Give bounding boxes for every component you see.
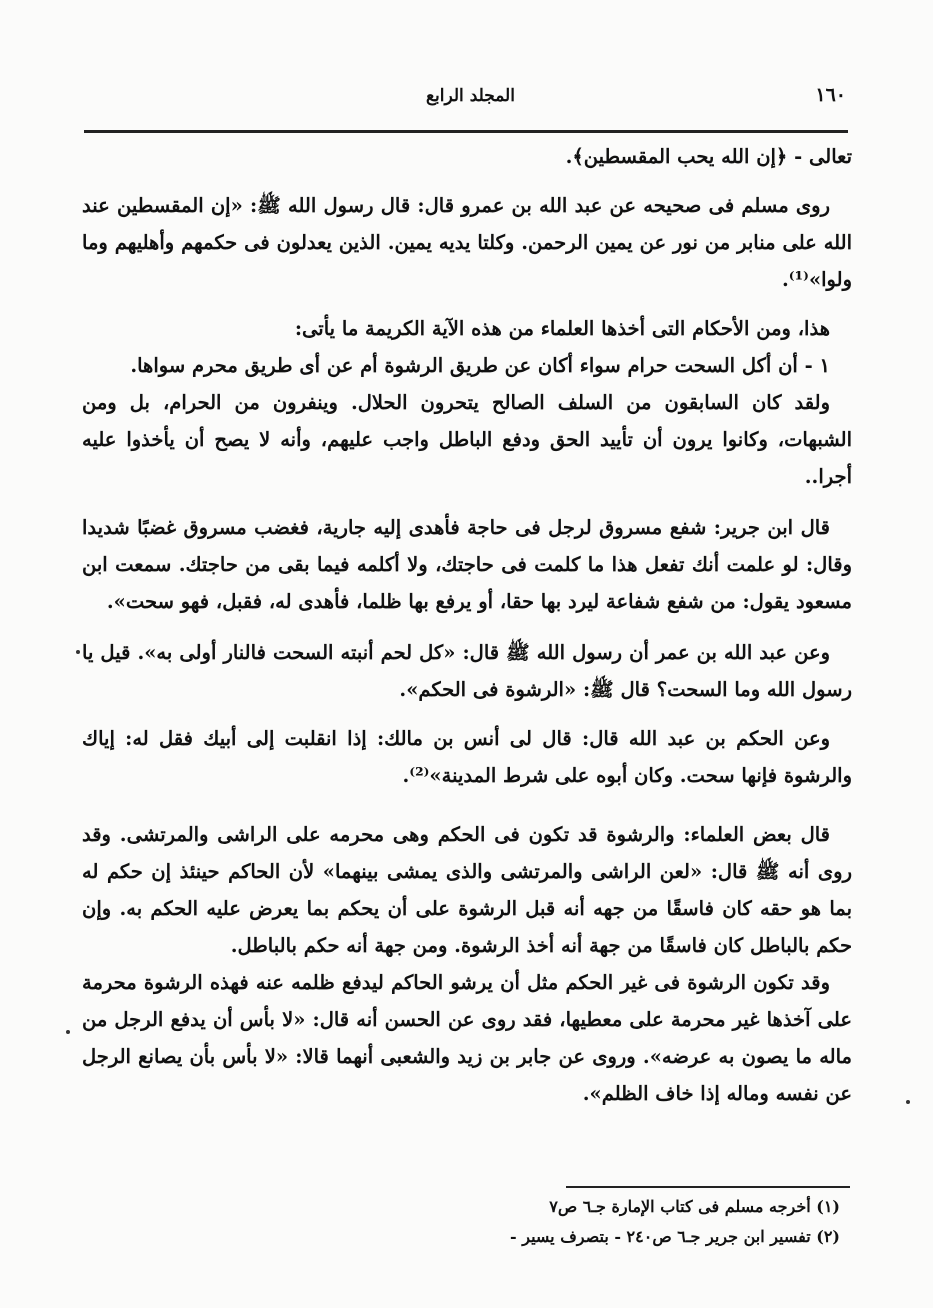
paragraph: وعن عبد الله بن عمر أن رسول الله ﷺ قال: «كل لحم أنبته السحت فالنار أولى به». قيل يا رسول الله وما السحت؟ قال ﷺ: «الرشوة فى الحكم».: [82, 641, 852, 701]
paragraph: ١ - أن أكل السحت حرام سواء أكان عن طريق الرشوة أم عن أى طريق محرم سواها.: [130, 354, 830, 377]
footnote: (١) أخرجه مسلم فى كتاب الإمارة جـ٦ ص٧: [549, 1197, 840, 1216]
paragraph: روى مسلم فى صحيحه عن عبد الله بن عمرو قال: قال رسول الله ﷺ: «إن المقسطين عند الله على منابر من نور عن يمين الرحمن. وكلتا يديه يمين. الذين يعدلون فى حكمهم وأهليهم وما ولوا»⁽¹⁾.: [82, 194, 852, 291]
paragraph: وعن الحكم بن عبد الله قال: قال لى أنس بن مالك: إذا انقلبت إلى أبيك فقل له: إياك والرشوة فإنها سحت. وكان أبوه على شرط المدينة»⁽²⁾.: [82, 727, 852, 787]
paragraph: ولقد كان السابقون من السلف الصالح يتحرون الحلال. وينفرون من الحرام، بل ومن الشبهات، وكانوا يرون أن تأييد الحق ودفع الباطل واجب عليهم، وأنه لا يصح أن يأخذوا عليه أجرا..: [82, 391, 852, 488]
body-text: [82, 138, 852, 1112]
paragraph: قال بعض العلماء: والرشوة قد تكون فى الحكم وهى محرمه على الراشى والمرتشى. وقد روى أنه ﷺ قال: «لعن الراشى والمرتشى والذى يمشى بينهما» لأن الحاكم حينئذ إن حكم له بما هو حقه كان فاسقًا من جهه أنه قبل الرشوة على أن يحكم بما يعرض عليه الحكم به. وإن حكم بالباطل كان فاسقًا من جهة أنه أخذ الرشوة. ومن جهة أنه حكم بالباطل.: [82, 823, 852, 957]
scan-speck: [66, 1030, 70, 1034]
scan-speck: [76, 650, 80, 654]
paragraph: هذا، ومن الأحكام التى أخذها العلماء من هذه الآية الكريمة ما يأتى:: [294, 317, 830, 340]
paragraph: وقد تكون الرشوة فى غير الحكم مثل أن يرشو الحاكم ليدفع ظلمه عنه فهذه الرشوة محرمة على آخذها غير محرمة على معطيها، فقد روى عن الحسن أنه قال: «لا بأس أن يدفع الرجل من ماله ما يصون به عرضه». وروى عن جابر بن زيد والشعبى أنهما قالا: «لا بأس بأن يصانع الرجل عن نفسه وماله إذا خاف الظلم».: [82, 971, 852, 1105]
page-number: ١٦٠: [815, 84, 846, 106]
footnotes: [300, 1192, 840, 1252]
footnote-rule: [566, 1186, 850, 1188]
paragraph: قال ابن جرير: شفع مسروق لرجل فى حاجة فأهدى إليه جارية، فغضب مسروق غضبًا شديدا وقال: لو علمت أنك تفعل هذا ما كلمت فى حاجتك، ولا أكلمه فيما بقى من حاجتك. سمعت ابن مسعود يقول: من شفع شفاعة ليرد بها حقا، أو يرفع بها ظلما، فأهدى له، فقبل، فهو سحت».: [82, 516, 852, 613]
paragraph: تعالى - ﴿إن الله يحب المقسطين﴾.: [565, 145, 852, 168]
page-header: [86, 82, 846, 122]
header-rule: [84, 130, 848, 133]
scan-speck: [906, 1100, 910, 1104]
running-head: المجلد الرابع: [426, 86, 515, 106]
footnote: (٢) تفسير ابن جرير جـ٦ ص٢٤٠ - بتصرف يسير -: [510, 1227, 840, 1246]
